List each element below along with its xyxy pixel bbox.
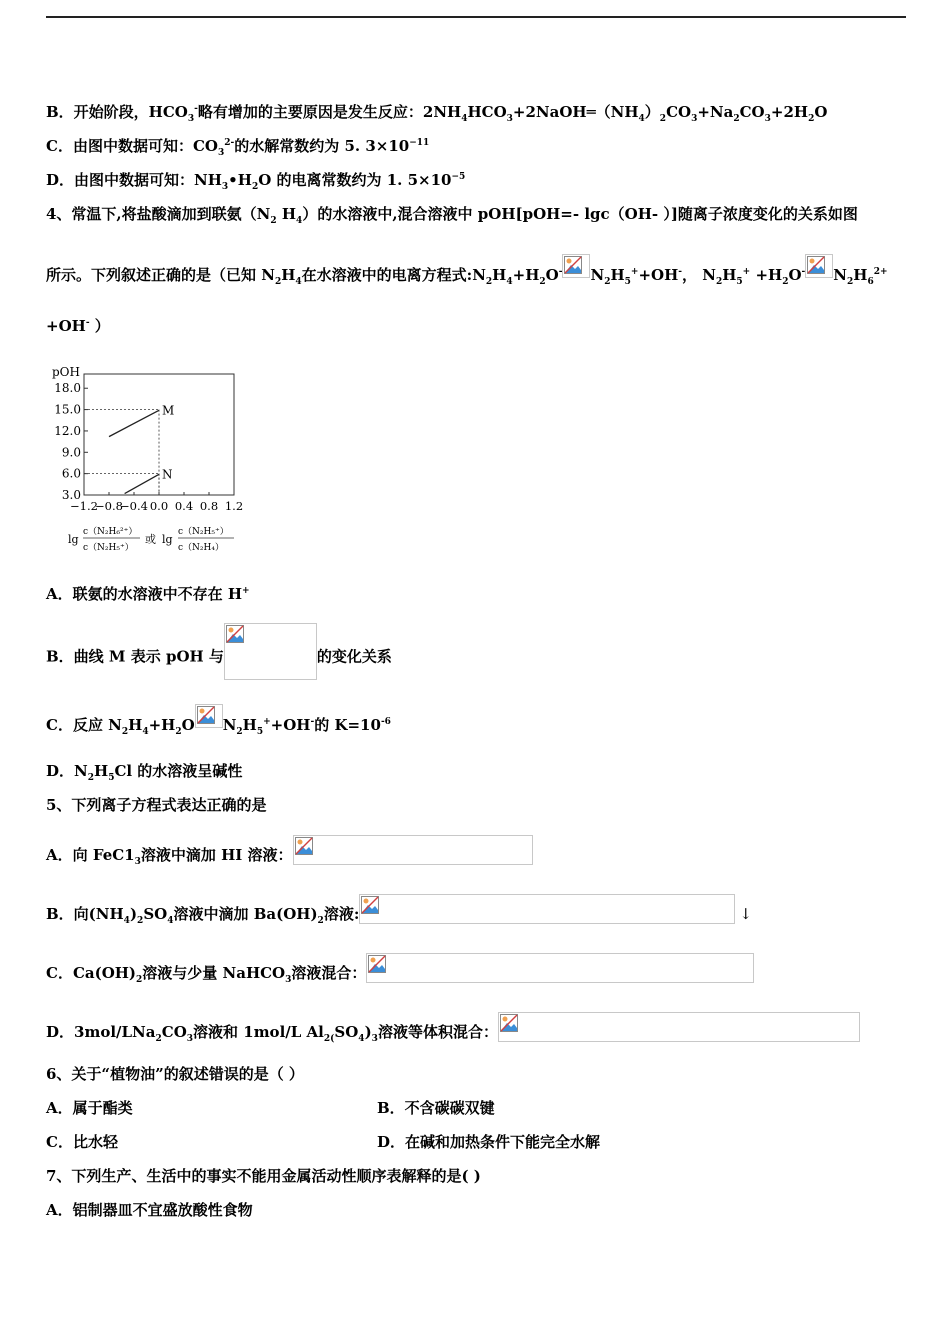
- broken-image-icon: [195, 704, 223, 728]
- options-ab-q6: [46, 1098, 133, 1118]
- x-tick-label: 0.0: [149, 499, 169, 513]
- x-tick-label: −1.2: [70, 499, 98, 513]
- chart-xlabel: [68, 526, 234, 553]
- x-tick-label: 0.4: [174, 499, 194, 513]
- option-d-q3: D．由图中数据可知：$NH_3•H_2O$ 的电离常数约为 1. $5\times 10^{-5}$: [46, 171, 466, 192]
- xlabel-den-right: c（N₂H₄）: [178, 543, 224, 553]
- option-a-q4: A．联氨的水溶液中不存在 H+: [46, 585, 250, 603]
- broken-image-icon: [805, 254, 833, 278]
- series-line-N: [125, 474, 159, 493]
- xlabel-lg-left: lg: [68, 533, 79, 546]
- series-label-M: M: [162, 403, 175, 418]
- y-tick-label: 9.0: [61, 445, 81, 460]
- option-a-q7: A．铝制器皿不宜盛放酸性食物: [46, 1201, 253, 1219]
- option-b-q4: B．曲线 M 表示 pOH 与 的变化关系: [46, 643, 392, 672]
- chart-ylabel: pOH: [52, 365, 80, 379]
- option-c-q5: C．$Ca(OH)_2$溶液与少量 NaHCO$_3$溶液混合：: [46, 959, 754, 989]
- broken-image-icon: [359, 894, 735, 924]
- option-d-q4: D．$N_2H_5Cl$ 的水溶液呈碱性: [46, 762, 243, 783]
- series-label-N: N: [162, 467, 173, 482]
- question-7-stem: 7、下列生产、生活中的事实不能用金属活动性顺序表解释的是( ): [46, 1167, 481, 1185]
- option-b-q6: B．不含碳碳双键: [377, 1099, 495, 1117]
- poh-chart: [50, 362, 260, 562]
- option-b-q3: B．开始阶段，$HCO_3^-$略有增加的主要原因是发生反应：$2NH_4HCO_3+2NaOH═(NH_4)_2CO_3+Na_2CO_3+2H_2O$: [46, 103, 828, 124]
- y-tick-label: 12.0: [54, 423, 81, 438]
- xlabel-den-left: c（N₂H₅⁺）: [83, 543, 134, 553]
- option-d-q5: D．$3mol/LNa_2CO_3$溶液和 1mol/L $Al_{2(}SO_4)_3$溶液等体积混合：: [46, 1018, 860, 1048]
- question-4-stem: 4、常温下,将盐酸滴加到联氨（$N_2$ $H_4$）的水溶液中,混合溶液中 pOH[pOH=- lgc（OH- ）]随离子浓度变化的关系如图: [46, 205, 858, 226]
- x-tick-label: −0.4: [120, 499, 148, 513]
- broken-image-icon: [293, 835, 533, 865]
- option-c-q4: C．反应 $N_2H_4+H_2O$ $N_2H_5^++OH^-$的 $K=10^{-6}$: [46, 714, 391, 738]
- option-b-q5: B．向$(NH_4)_2SO_4$溶液中滴加 $Ba(OH)_2$溶液: ↓: [46, 900, 752, 930]
- x-tick-label: 0.8: [199, 499, 219, 513]
- y-tick-label: 18.0: [54, 381, 81, 396]
- xlabel-or: 或: [145, 533, 156, 546]
- option-d-q6: D．在碱和加热条件下能完全水解: [377, 1133, 601, 1151]
- option-a-q5: A．向 $FeC1_3$溶液中滴加 HI 溶液：: [46, 841, 533, 871]
- xlabel-num-right: c（N₂H₅⁺）: [178, 527, 229, 537]
- broken-image-icon: [562, 254, 590, 278]
- question-5-stem: 5、下列离子方程式表达正确的是: [46, 796, 267, 814]
- question-4-stem-end: +OH- ）: [46, 317, 110, 335]
- header-rule: [46, 16, 906, 18]
- xlabel-lg-right: lg: [162, 533, 173, 546]
- x-tick-label: −0.8: [95, 499, 123, 513]
- option-a-q6: A．属于酯类: [46, 1099, 133, 1117]
- broken-image-icon: [498, 1012, 860, 1042]
- broken-image-icon: [224, 623, 317, 680]
- option-c-q6: C．比水轻: [46, 1133, 118, 1151]
- y-tick-label: 15.0: [54, 402, 81, 417]
- y-tick-label: 6.0: [61, 466, 81, 481]
- question-4-stem-cont: 所示。下列叙述正确的是（已知 $N_2H_4$在水溶液中的电离方程式$:N_2H_4+H_2O^-$ $N_2H_5^++OH^-$， $N_2H_5^+ +H_2O^-$ $N_2H_6^{2+}$: [46, 264, 888, 288]
- question-6-stem: 6、关于“植物油”的叙述错误的是（ ）: [46, 1065, 304, 1083]
- option-c-q3: C．由图中数据可知：$CO_3^{2-}$的水解常数约为 5. $3\times 10^{-11}$: [46, 137, 430, 158]
- y-tick-label: 3.0: [61, 488, 81, 502]
- xlabel-num-left: c（N₂H₆²⁺）: [83, 527, 138, 537]
- x-tick-label: 1.2: [224, 499, 244, 513]
- broken-image-icon: [366, 953, 754, 983]
- series-line-M: [109, 410, 159, 436]
